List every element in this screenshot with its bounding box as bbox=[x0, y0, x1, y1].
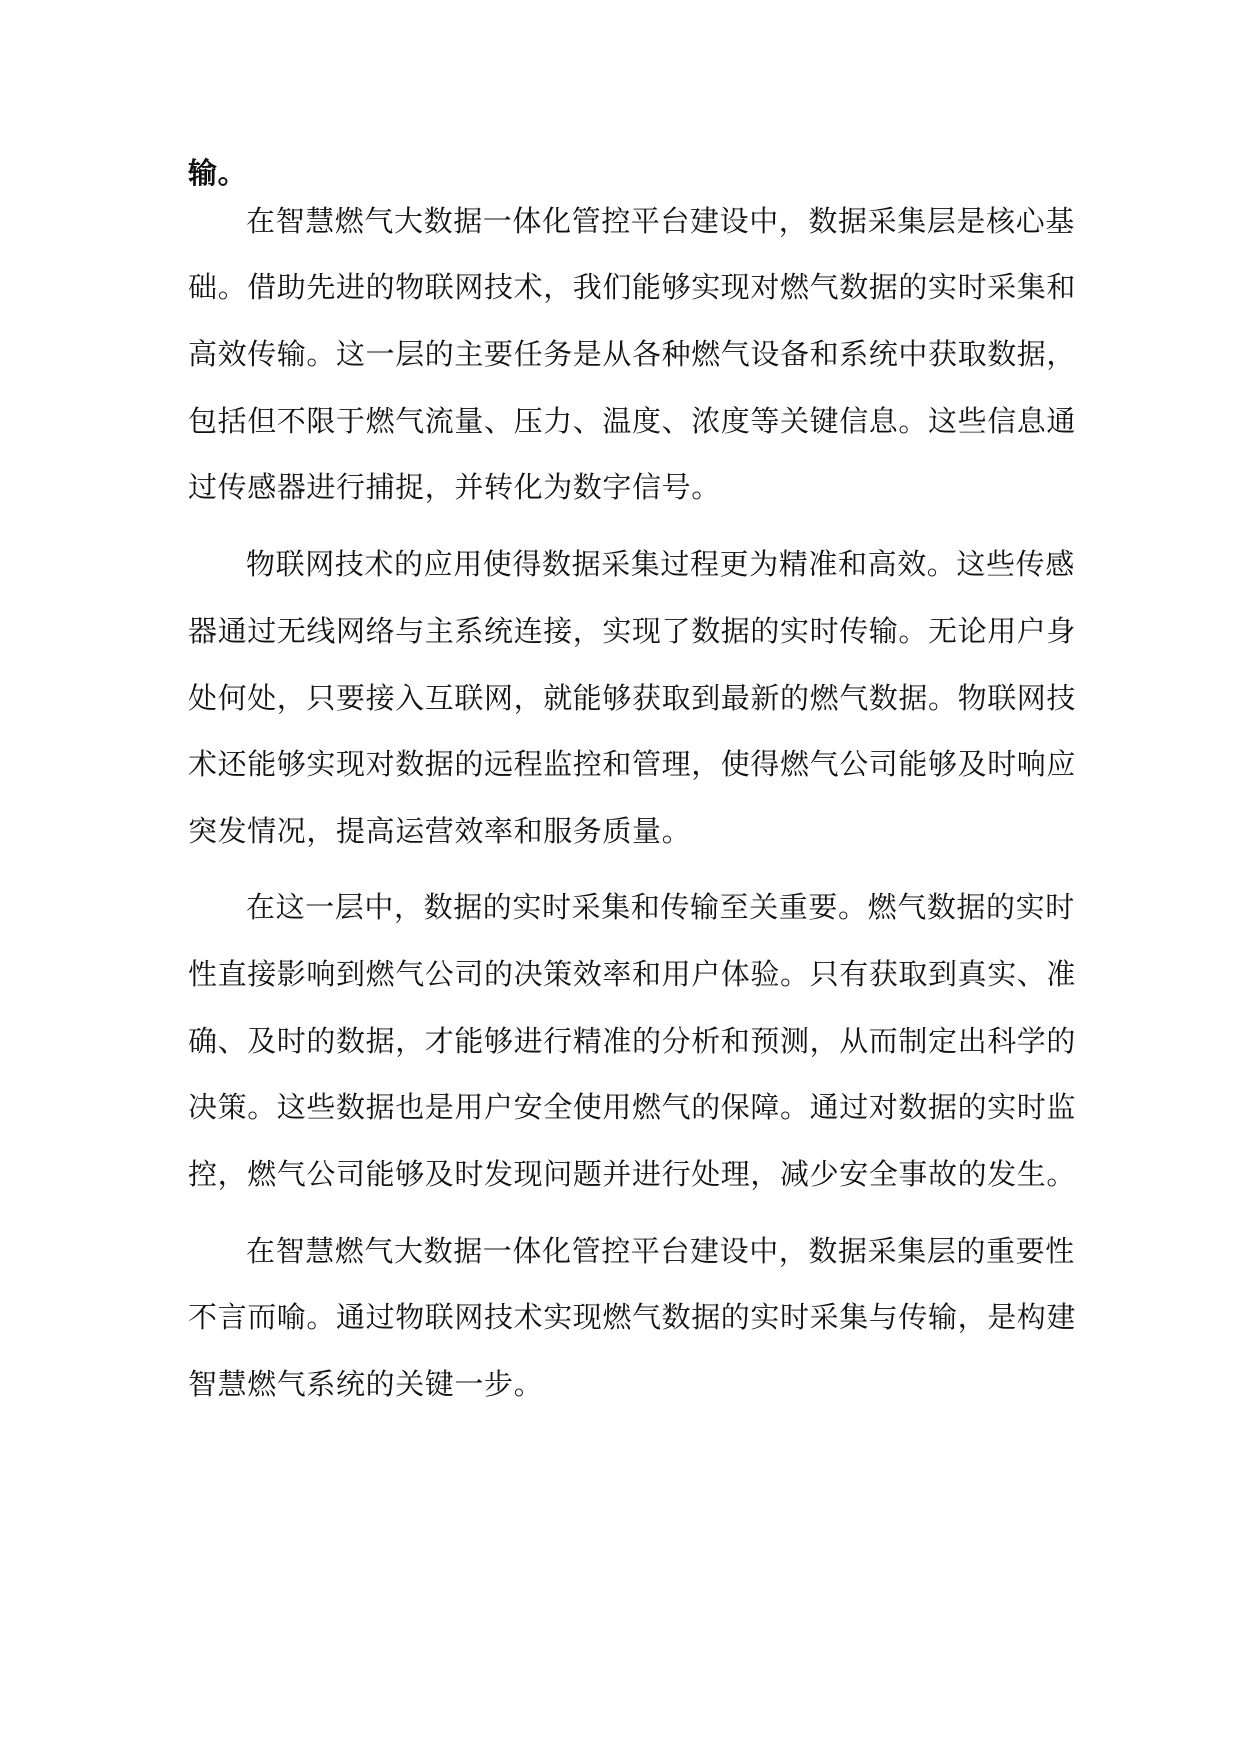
paragraph-3-line-5: 控，燃气公司能够及时发现问题并进行处理，减少安全事故的发生。 bbox=[188, 1157, 1077, 1191]
paragraph-4-line-1: 在智慧燃气大数据一体化管控平台建设中，数据采集层的重要性 bbox=[246, 1234, 1075, 1268]
paragraph-1-line-2: 础。借助先进的物联网技术，我们能够实现对燃气数据的实时采集和 bbox=[188, 270, 1077, 304]
paragraph-2-line-1: 物联网技术的应用使得数据采集过程更为精准和高效。这些传感 bbox=[246, 547, 1075, 581]
paragraph-3-line-4: 决策。这些数据也是用户安全使用燃气的保障。通过对数据的实时监 bbox=[188, 1090, 1077, 1124]
paragraph-2-line-4: 术还能够实现对数据的远程监控和管理，使得燃气公司能够及时响应 bbox=[188, 747, 1077, 781]
paragraph-3-line-3: 确、及时的数据，才能够进行精准的分析和预测，从而制定出科学的 bbox=[188, 1024, 1077, 1058]
paragraph-1-line-3: 高效传输。这一层的主要任务是从各种燃气设备和系统中获取数据， bbox=[188, 337, 1077, 371]
paragraph-2-line-5: 突发情况，提高运营效率和服务质量。 bbox=[188, 814, 692, 848]
paragraph-2-line-2: 器通过无线网络与主系统连接，实现了数据的实时传输。无论用户身 bbox=[188, 614, 1077, 648]
paragraph-3-line-2: 性直接影响到燃气公司的决策效率和用户体验。只有获取到真实、准 bbox=[188, 957, 1077, 991]
paragraph-1-line-1: 在智慧燃气大数据一体化管控平台建设中，数据采集层是核心基 bbox=[246, 204, 1075, 238]
paragraph-1-line-5: 过传感器进行捕捉，并转化为数字信号。 bbox=[188, 470, 721, 504]
paragraph-4-line-3: 智慧燃气系统的关键一步。 bbox=[188, 1367, 544, 1401]
paragraph-1-line-4: 包括但不限于燃气流量、压力、温度、浓度等关键信息。这些信息通 bbox=[188, 404, 1077, 438]
paragraph-4-line-2: 不言而喻。通过物联网技术实现燃气数据的实时采集与传输，是构建 bbox=[188, 1300, 1077, 1334]
paragraph-3-line-1: 在这一层中，数据的实时采集和传输至关重要。燃气数据的实时 bbox=[246, 890, 1075, 924]
paragraph-2-line-3: 处何处，只要接入互联网，就能够获取到最新的燃气数据。物联网技 bbox=[188, 681, 1077, 715]
continuation-line: 输。 bbox=[188, 156, 248, 190]
